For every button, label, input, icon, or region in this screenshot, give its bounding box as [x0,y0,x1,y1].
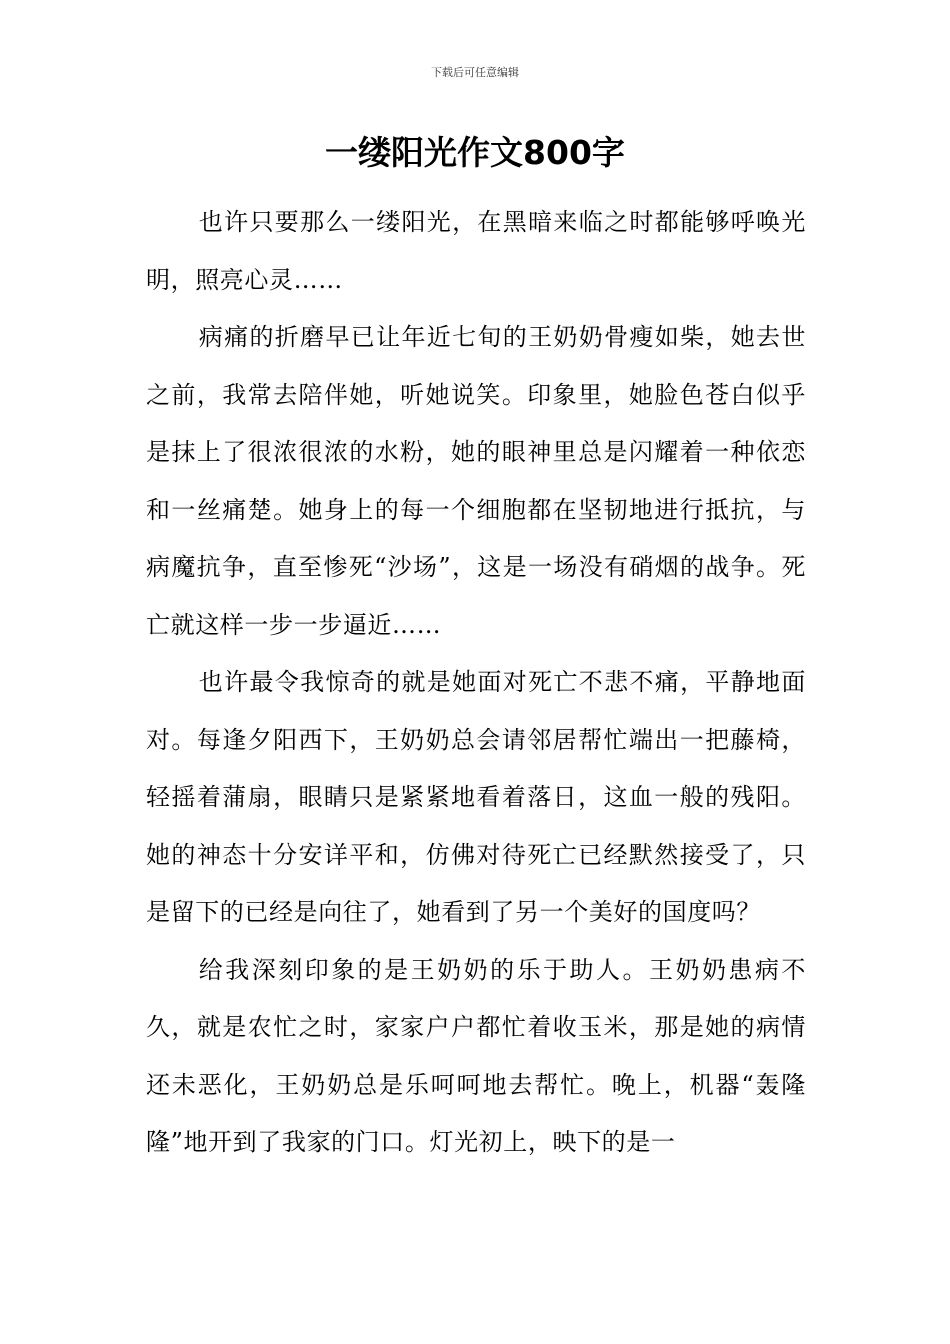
paragraph: 给我深刻印象的是王奶奶的乐于助人。王奶奶患病不久，就是农忙之时，家家户户都忙着收玉米，那是她的病情还未恶化，王奶奶总是乐呵呵地去帮忙。晚上，机器“轰隆隆”地开到了我家的门口。灯光初上，映下的是一 [146,955,806,1156]
paragraph: 也许只要那么一缕阳光，在黑暗来临之时都能够呼唤光明，照亮心灵…… [146,208,806,294]
page-header-note: 下载后可任意编辑 [431,66,519,79]
document-title: 一缕阳光作文800字 [325,133,625,172]
paragraph: 病痛的折磨早已让年近七旬的王奶奶骨瘦如柴，她去世之前，我常去陪伴她，听她说笑。印象里，她脸色苍白似乎是抹上了很浓很浓的水粉，她的眼神里总是闪耀着一种依恋和一丝痛楚。她身上的每一个细胞都在坚韧地进行抵抗，与病魔抗争，直至惨死“沙场”，这是一场没有硝烟的战争。死亡就这样一步一步逼近…… [146,323,806,639]
paragraph: 也许最令我惊奇的就是她面对死亡不悲不痛，平静地面对。每逢夕阳西下，王奶奶总会请邻居帮忙端出一把藤椅，轻摇着蒲扇，眼睛只是紧紧地看着落日，这血一般的残阳。她的神态十分安详平和，仿佛对待死亡已经默然接受了，只是留下的已经是向往了，她看到了另一个美好的国度吗？ [146,668,806,926]
document-body [146,194,806,1172]
